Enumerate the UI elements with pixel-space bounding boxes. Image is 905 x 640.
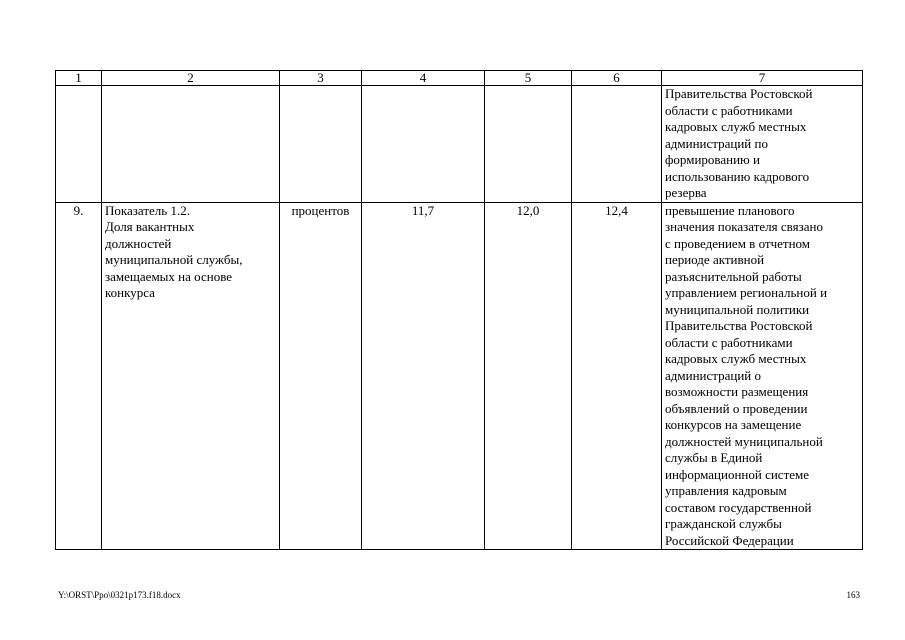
header-cell-7: 7 xyxy=(662,71,863,86)
cell-empty xyxy=(362,86,485,203)
row-number: 9. xyxy=(56,202,102,550)
indicator-name: Показатель 1.2. Доля вакантных должностей муниципальной службы, замещаемых на основе конкурса xyxy=(102,202,280,550)
header-cell-5: 5 xyxy=(485,71,572,86)
footer-file-path: Y:\ORST\Ppo\0321p173.f18.docx xyxy=(58,590,181,600)
cell-empty xyxy=(102,86,280,203)
header-cell-4: 4 xyxy=(362,71,485,86)
footer-page-number: 163 xyxy=(846,590,860,600)
value-col6: 12,4 xyxy=(572,202,662,550)
table-row-9 xyxy=(56,202,863,550)
table-row-continuation xyxy=(56,86,863,203)
header-cell-2: 2 xyxy=(102,71,280,86)
unit-of-measure: процентов xyxy=(280,202,362,550)
report-table xyxy=(55,70,863,550)
header-cell-3: 3 xyxy=(280,71,362,86)
cell-empty xyxy=(280,86,362,203)
value-col4: 11,7 xyxy=(362,202,485,550)
header-cell-6: 6 xyxy=(572,71,662,86)
cell-empty xyxy=(572,86,662,203)
cell-empty xyxy=(485,86,572,203)
value-col5: 12,0 xyxy=(485,202,572,550)
cell-empty xyxy=(56,86,102,203)
continuation-explanation: Правительства Ростовской области с работниками кадровых служб местных администраций по формированию и использованию кадрового резерва xyxy=(662,86,863,203)
explanation-text: превышение планового значения показателя связано с проведением в отчетном периоде активной разъяснительной работы управлением региональной и муниципальной политики Правительства Ростовской области с работниками кадровых служб местных администраций о возможности размещения объявлений о проведении конкурсов на замещение должностей муниципальной службы в Единой информационной системе управления кадровым составом государственной гражданской службы Российской Федерации xyxy=(662,202,863,550)
header-row xyxy=(56,71,863,86)
header-cell-1: 1 xyxy=(56,71,102,86)
